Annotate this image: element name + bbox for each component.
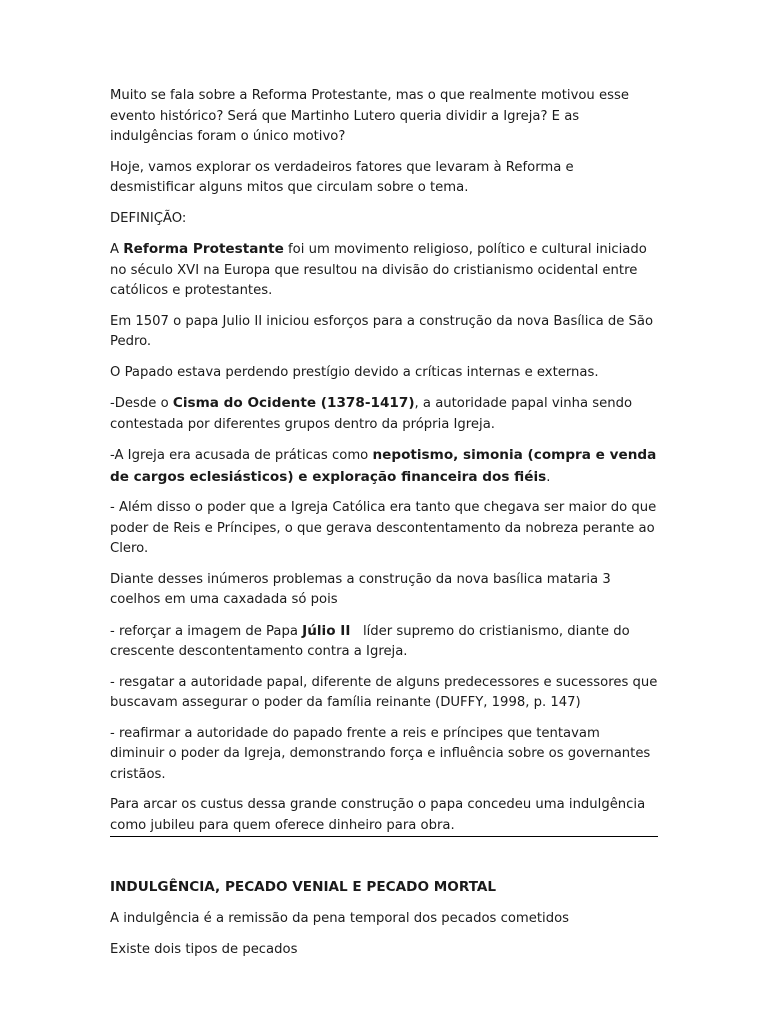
cisma-post: , a autoridade papal vinha sendo contestada por diferentes grupos dentro da própria Igreja. xyxy=(110,396,633,432)
definition-pre: A xyxy=(110,242,124,257)
paragraph-papado: O Papado estava perdendo prestígio devido a críticas internas e externas. xyxy=(110,364,599,380)
acusada-pre: -A Igreja era acusada de práticas como xyxy=(110,448,373,463)
paragraph-reforcar xyxy=(110,621,658,663)
paragraph-diante: Diante desses inúmeros problemas a construção da nova basílica mataria 3 coelhos em uma caxadada só pois xyxy=(110,571,611,607)
definition-term: Reforma Protestante xyxy=(123,241,284,257)
paragraph-resgatar: - resgatar a autoridade papal, diferente de alguns predecessores e sucessores que buscavam assegurar o poder da família reinante (DUFFY, 1998, p. 147) xyxy=(110,674,658,710)
definition-post: foi um movimento religioso, político e cultural iniciado no século XVI na Europa que resultou na divisão do cristianismo ocidental entre católicos e protestantes. xyxy=(110,242,647,298)
reforcar-term: Júlio II xyxy=(302,622,351,639)
paragraph-cisma xyxy=(110,393,658,435)
definition-label: DEFINIÇÃO: xyxy=(110,210,187,226)
paragraph-acusada xyxy=(110,445,658,488)
paragraph-reafirmar: - reafirmar a autoridade do papado frente a reis e príncipes que tentavam diminuir o poder da Igreja, demonstrando força e influência sobre os governantes cristãos. xyxy=(110,725,651,782)
horizontal-rule xyxy=(110,836,658,837)
intro-paragraph-2: Hoje, vamos explorar os verdadeiros fatores que levaram à Reforma e desmistificar alguns mitos que circulam sobre o tema. xyxy=(110,159,574,195)
paragraph-arcar: Para arcar os custus dessa grande construção o papa concedeu uma indulgência como jubileu para quem oferece dinheiro para obra. xyxy=(110,797,646,833)
acusada-term: nepotismo, simonia (compra e venda de cargos eclesiásticos) e exploração financeira dos fiéis xyxy=(110,447,657,485)
paragraph-1507: Em 1507 o papa Julio II iniciou esforços para a construção da nova Basílica de São Pedro. xyxy=(110,313,654,349)
intro-paragraph-1: Muito se fala sobre a Reforma Protestante, mas o que realmente motivou esse evento histórico? Será que Martinho Lutero queria dividir a Igreja? E as indulgências foram o único motivo? xyxy=(110,88,629,144)
reforcar-pre: - reforçar a imagem de Papa xyxy=(110,623,303,639)
section-heading: INDULGÊNCIA, PECADO VENIAL E PECADO MORTAL xyxy=(110,879,497,895)
cisma-term: Cisma do Ocidente (1378-1417) xyxy=(172,395,415,411)
definition-paragraph xyxy=(110,239,658,302)
paragraph-poder: - Além disso o poder que a Igreja Católica era tanto que chegava ser maior do que poder de Reis e Príncipes, o que gerava descontentamento da nobreza perante ao Clero. xyxy=(110,500,657,556)
reforcar-post: líder supremo do cristianismo, diante do crescente descontentamento contra a Igreja. xyxy=(110,623,634,659)
cisma-pre: -Desde o xyxy=(110,396,173,411)
acusada-post: . xyxy=(546,469,551,485)
section2-paragraph-2: Existe dois tipos de pecados xyxy=(110,941,298,957)
section2-paragraph-1: A indulgência é a remissão da pena temporal dos pecados cometidos xyxy=(110,911,570,926)
